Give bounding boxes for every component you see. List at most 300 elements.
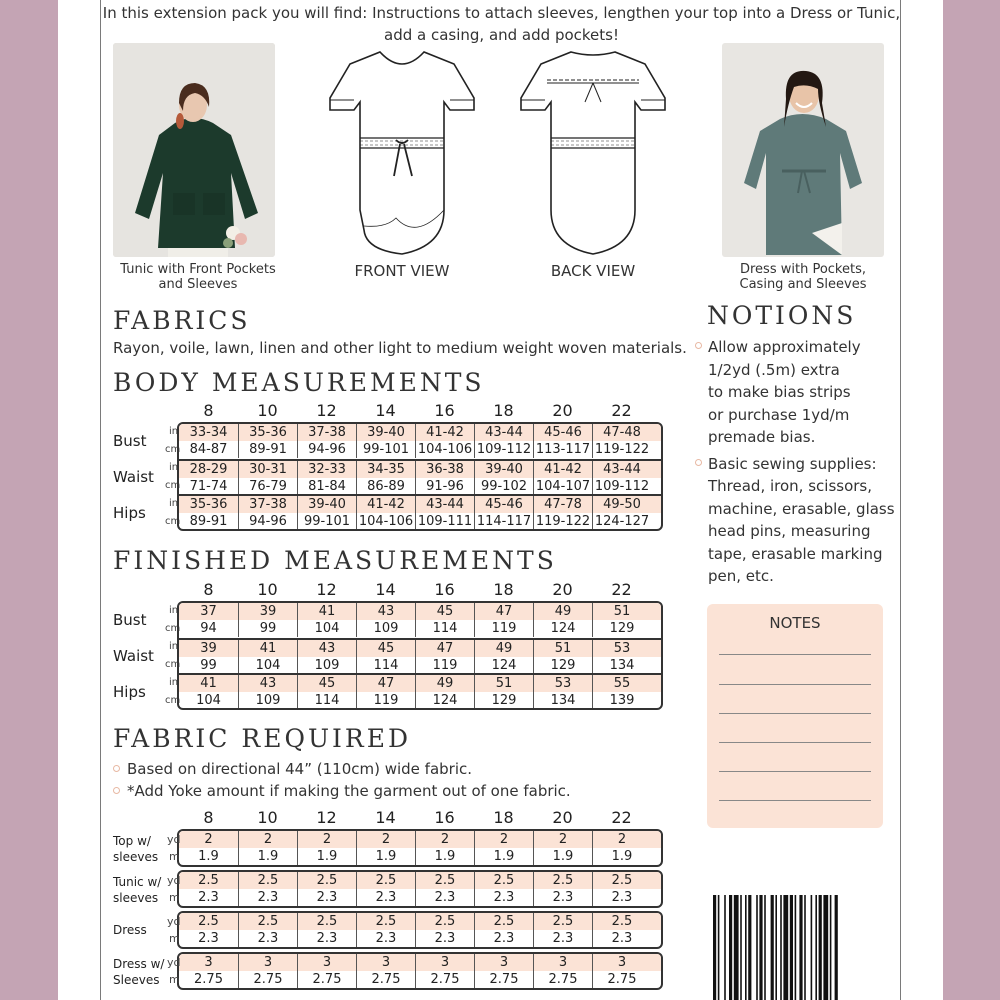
notion-line: machine, erasable, glass bbox=[708, 499, 895, 518]
cell-cm: 139 bbox=[592, 692, 651, 709]
cell-in: 45-46 bbox=[474, 496, 533, 513]
barcode-bar bbox=[823, 895, 828, 1000]
row-in bbox=[179, 496, 661, 513]
cell-cm: 89-91 bbox=[238, 441, 297, 458]
cell-yd: 2.5 bbox=[356, 913, 415, 930]
cell-cm: 104-106 bbox=[356, 513, 415, 530]
barcode-bar bbox=[819, 895, 822, 1000]
size-header: 20 bbox=[552, 808, 573, 827]
unit-label: cm bbox=[165, 516, 181, 527]
barcode-bar bbox=[713, 895, 716, 1000]
cell-cm: 109-112 bbox=[474, 441, 533, 458]
cell-cm: 99 bbox=[200, 658, 217, 673]
barcode-bar bbox=[771, 895, 774, 1000]
notion-line: pen, etc. bbox=[708, 567, 774, 585]
size-header: 16 bbox=[434, 401, 455, 420]
cell-m: 2.3 bbox=[592, 889, 651, 906]
cell-yd: 2.5 bbox=[238, 872, 297, 889]
body-measurements-heading: BODY MEASUREMENTS bbox=[113, 368, 485, 397]
fabric-row-label: Tunic w/ bbox=[113, 875, 162, 889]
cell-in: 36-38 bbox=[415, 461, 474, 478]
cell-cm: 124 bbox=[415, 692, 474, 709]
cell-cm: 134 bbox=[533, 692, 592, 709]
row-label: Bust bbox=[113, 611, 147, 629]
cell-in: 35-36 bbox=[238, 424, 297, 441]
cell-cm: 84-87 bbox=[189, 442, 228, 457]
notions-heading: NOTIONS bbox=[707, 301, 857, 330]
back-view-drawing bbox=[517, 50, 669, 258]
content-frame bbox=[100, 0, 901, 1000]
row-label: Waist bbox=[113, 468, 154, 486]
cell-yd: 2.5 bbox=[592, 872, 651, 889]
cell-yd: 2.5 bbox=[198, 914, 219, 929]
cell-m: 1.9 bbox=[238, 848, 297, 865]
cell-in: 49-50 bbox=[592, 496, 651, 513]
cell-m: 2.3 bbox=[474, 930, 533, 947]
cell-cm: 124 bbox=[533, 620, 592, 637]
cell-in: 41-42 bbox=[415, 424, 474, 441]
fabric-note-2 bbox=[113, 782, 571, 800]
cell-in: 37-38 bbox=[297, 424, 356, 441]
unit-label: cm bbox=[165, 659, 181, 670]
dress-caption-line-1: Dress with Pockets, bbox=[739, 262, 866, 277]
cell-yd: 2 bbox=[356, 831, 415, 848]
cell-cm: 71-74 bbox=[189, 479, 228, 494]
cell-yd: 2 bbox=[415, 831, 474, 848]
cell-cm: 114 bbox=[356, 657, 415, 674]
tunic-photo bbox=[113, 43, 275, 257]
cell-in: 49 bbox=[474, 640, 533, 657]
fabric-sizes-header bbox=[177, 808, 677, 828]
finished-sizes-header bbox=[177, 580, 677, 600]
cell-in: 39 bbox=[238, 603, 297, 620]
fabric-note-1 bbox=[113, 760, 472, 778]
size-header: 14 bbox=[375, 580, 396, 599]
row-label: Waist bbox=[113, 647, 154, 665]
cell-in: 45 bbox=[415, 603, 474, 620]
row-yd bbox=[179, 831, 661, 848]
row-m bbox=[179, 930, 661, 947]
cell-in: 41-42 bbox=[533, 461, 592, 478]
cell-in: 47 bbox=[356, 675, 415, 692]
cell-in: 55 bbox=[592, 675, 651, 692]
cell-cm: 109 bbox=[356, 620, 415, 637]
cell-m: 2.75 bbox=[356, 971, 415, 988]
row-in bbox=[179, 603, 661, 620]
cell-cm: 99-101 bbox=[297, 513, 356, 530]
cell-cm: 104 bbox=[238, 657, 297, 674]
fabric-row-label: Dress w/ bbox=[113, 957, 165, 971]
size-header: 12 bbox=[316, 580, 337, 599]
cell-in: 45-46 bbox=[533, 424, 592, 441]
cell-in: 47 bbox=[474, 603, 533, 620]
cell-yd: 2.5 bbox=[415, 913, 474, 930]
cell-in: 35-36 bbox=[189, 497, 228, 512]
cell-yd: 2 bbox=[297, 831, 356, 848]
cell-yd: 3 bbox=[533, 954, 592, 971]
barcode-bar bbox=[724, 895, 726, 1000]
tunic-caption-line-2: and Sleeves bbox=[158, 277, 238, 292]
notes-line bbox=[719, 713, 871, 714]
cell-in: 32-33 bbox=[297, 461, 356, 478]
unit-label: yd bbox=[167, 956, 181, 969]
row-m bbox=[179, 889, 661, 906]
row-label: Hips bbox=[113, 683, 146, 701]
size-header: 22 bbox=[611, 580, 632, 599]
cell-in: 41-42 bbox=[356, 496, 415, 513]
size-header: 10 bbox=[257, 580, 278, 599]
cell-yd: 2.5 bbox=[474, 872, 533, 889]
measurement-block bbox=[179, 673, 661, 708]
barcode bbox=[713, 895, 873, 1000]
cell-in: 51 bbox=[533, 640, 592, 657]
cell-cm: 109 bbox=[297, 657, 356, 674]
fabric-block bbox=[177, 911, 663, 949]
barcode-bar bbox=[759, 895, 762, 1000]
size-header: 20 bbox=[552, 401, 573, 420]
cell-in: 51 bbox=[474, 675, 533, 692]
cell-cm: 99-102 bbox=[474, 478, 533, 495]
row-in bbox=[179, 461, 661, 478]
unit-label: m bbox=[169, 850, 180, 863]
fabrics-heading: FABRICS bbox=[113, 306, 251, 335]
row-label: Bust bbox=[113, 432, 147, 450]
size-header: 22 bbox=[611, 401, 632, 420]
notion-line: Basic sewing supplies: bbox=[708, 454, 877, 473]
row-cm bbox=[179, 478, 661, 495]
cell-cm: 114-117 bbox=[474, 513, 533, 530]
fabric-note-2-text: *Add Yoke amount if making the garment out of one fabric. bbox=[127, 782, 571, 800]
size-header: 12 bbox=[316, 401, 337, 420]
cell-cm: 81-84 bbox=[297, 478, 356, 495]
cell-m: 2.3 bbox=[198, 890, 219, 905]
cell-m: 2.3 bbox=[356, 930, 415, 947]
cell-m: 2.3 bbox=[415, 930, 474, 947]
cell-in: 37 bbox=[200, 604, 217, 619]
barcode-bar bbox=[748, 895, 751, 1000]
measurement-block bbox=[179, 424, 661, 459]
barcode-bar bbox=[740, 895, 742, 1000]
cell-cm: 89-91 bbox=[189, 514, 228, 529]
cell-yd: 3 bbox=[415, 954, 474, 971]
fabric-block bbox=[177, 829, 663, 867]
notion-line: premade bias. bbox=[708, 428, 816, 446]
dress-caption bbox=[713, 262, 893, 292]
cell-cm: 134 bbox=[592, 657, 651, 674]
cell-yd: 2.5 bbox=[297, 913, 356, 930]
cell-cm: 104 bbox=[196, 693, 221, 708]
size-header: 16 bbox=[434, 580, 455, 599]
cell-cm: 91-96 bbox=[415, 478, 474, 495]
cell-cm: 124-127 bbox=[592, 513, 651, 530]
row-in bbox=[179, 424, 661, 441]
notion-line: Allow approximately bbox=[708, 338, 861, 356]
cell-in: 39-40 bbox=[356, 424, 415, 441]
cell-in: 39-40 bbox=[474, 461, 533, 478]
cell-in: 39 bbox=[200, 641, 217, 656]
size-header: 8 bbox=[203, 401, 214, 420]
unit-label: yd bbox=[167, 874, 181, 887]
barcode-bar bbox=[756, 895, 758, 1000]
cell-yd: 2.5 bbox=[533, 913, 592, 930]
unit-label: cm bbox=[165, 695, 181, 706]
size-header: 22 bbox=[611, 808, 632, 827]
fabric-row-label: Top w/ bbox=[113, 834, 151, 848]
cell-cm: 99-101 bbox=[356, 441, 415, 458]
notes-title: NOTES bbox=[769, 614, 821, 632]
intro-line-2: add a casing, and add pockets! bbox=[384, 26, 619, 44]
unit-label: cm bbox=[165, 444, 181, 455]
cell-in: 49 bbox=[533, 603, 592, 620]
row-yd bbox=[179, 872, 661, 889]
row-cm bbox=[179, 657, 661, 674]
row-yd bbox=[179, 913, 661, 930]
notion-line: Thread, iron, scissors, bbox=[708, 477, 872, 495]
cell-m: 1.9 bbox=[356, 848, 415, 865]
cell-yd: 2 bbox=[204, 832, 213, 847]
bullet-icon bbox=[113, 787, 120, 794]
unit-label: in bbox=[169, 498, 179, 509]
row-cm bbox=[179, 441, 661, 458]
bullet-icon bbox=[695, 342, 702, 349]
measurement-block bbox=[179, 638, 661, 673]
cell-m: 2.75 bbox=[297, 971, 356, 988]
notes-line bbox=[719, 742, 871, 743]
fabric-row-label: Sleeves bbox=[113, 973, 160, 987]
cell-cm: 109-112 bbox=[592, 478, 651, 495]
cell-cm: 119-122 bbox=[533, 513, 592, 530]
barcode-bar bbox=[811, 895, 813, 1000]
unit-label: cm bbox=[165, 480, 181, 491]
dress-caption-line-2: Casing and Sleeves bbox=[739, 277, 867, 292]
barcode-bar bbox=[795, 895, 797, 1000]
cell-yd: 2.5 bbox=[238, 913, 297, 930]
cell-m: 2.3 bbox=[474, 889, 533, 906]
cell-yd: 3 bbox=[356, 954, 415, 971]
notes-line bbox=[719, 654, 871, 655]
cell-in: 43-44 bbox=[415, 496, 474, 513]
cell-cm: 104-106 bbox=[415, 441, 474, 458]
body-sizes-header bbox=[177, 401, 677, 421]
notes-line bbox=[719, 771, 871, 772]
notion-line: 1/2yd (.5m) extra bbox=[708, 360, 840, 379]
cell-in: 41 bbox=[297, 603, 356, 620]
row-cm bbox=[179, 692, 661, 709]
unit-label: m bbox=[169, 891, 180, 904]
unit-label: in bbox=[169, 462, 179, 473]
tunic-caption bbox=[113, 262, 283, 292]
cell-m: 1.9 bbox=[297, 848, 356, 865]
size-header: 10 bbox=[257, 401, 278, 420]
cell-cm: 109 bbox=[238, 692, 297, 709]
size-header: 8 bbox=[203, 580, 214, 599]
size-header: 8 bbox=[203, 808, 214, 827]
barcode-bar bbox=[804, 895, 806, 1000]
tunic-caption-line-1: Tunic with Front Pockets bbox=[120, 262, 276, 277]
row-m bbox=[179, 971, 661, 988]
cell-cm: 114 bbox=[297, 692, 356, 709]
front-view-label: FRONT VIEW bbox=[354, 262, 450, 280]
fabric-block bbox=[177, 952, 663, 990]
cell-in: 41 bbox=[200, 676, 217, 691]
cell-yd: 3 bbox=[474, 954, 533, 971]
cell-in: 45 bbox=[356, 640, 415, 657]
cell-yd: 2.5 bbox=[533, 872, 592, 889]
measurement-block bbox=[179, 494, 661, 529]
notes-box bbox=[707, 604, 883, 828]
cell-yd: 2 bbox=[474, 831, 533, 848]
size-header: 12 bbox=[316, 808, 337, 827]
cell-cm: 104-107 bbox=[533, 478, 592, 495]
unit-label: yd bbox=[167, 915, 181, 928]
size-header: 18 bbox=[493, 580, 514, 599]
barcode-bar bbox=[790, 895, 793, 1000]
unit-label: in bbox=[169, 641, 179, 652]
front-view-drawing bbox=[326, 50, 478, 258]
cell-in: 43-44 bbox=[474, 424, 533, 441]
unit-label: in bbox=[169, 426, 179, 437]
cell-in: 43 bbox=[297, 640, 356, 657]
cell-yd: 3 bbox=[297, 954, 356, 971]
cell-yd: 3 bbox=[592, 954, 651, 971]
barcode-bar bbox=[729, 895, 732, 1000]
pattern-back-page bbox=[58, 0, 943, 1000]
cell-cm: 94-96 bbox=[297, 441, 356, 458]
row-yd bbox=[179, 954, 661, 971]
row-cm bbox=[179, 513, 661, 530]
cell-cm: 119 bbox=[356, 692, 415, 709]
barcode-bar bbox=[734, 895, 739, 1000]
cell-cm: 114 bbox=[415, 620, 474, 637]
cell-in: 47 bbox=[415, 640, 474, 657]
bullet-icon bbox=[113, 765, 120, 772]
cell-in: 53 bbox=[533, 675, 592, 692]
size-header: 20 bbox=[552, 580, 573, 599]
cell-in: 41 bbox=[238, 640, 297, 657]
row-cm bbox=[179, 620, 661, 637]
barcode-bar bbox=[815, 895, 817, 1000]
cell-m: 1.9 bbox=[533, 848, 592, 865]
cell-in: 39-40 bbox=[297, 496, 356, 513]
intro-text bbox=[101, 2, 902, 46]
cell-m: 1.9 bbox=[592, 848, 651, 865]
fabric-note-1-text: Based on directional 44” (110cm) wide fabric. bbox=[127, 760, 473, 778]
notion-line: to make bias strips bbox=[708, 383, 851, 401]
cell-m: 1.9 bbox=[415, 848, 474, 865]
cell-cm: 94-96 bbox=[238, 513, 297, 530]
cell-m: 2.3 bbox=[356, 889, 415, 906]
barcode-bar bbox=[745, 895, 747, 1000]
dress-photo bbox=[722, 43, 884, 257]
cell-yd: 2.5 bbox=[592, 913, 651, 930]
cell-m: 2.75 bbox=[238, 971, 297, 988]
cell-cm: 104 bbox=[297, 620, 356, 637]
cell-cm: 113-117 bbox=[533, 441, 592, 458]
fabrics-text: Rayon, voile, lawn, linen and other light to medium weight woven materials. bbox=[113, 339, 687, 357]
notes-line bbox=[719, 684, 871, 685]
cell-in: 37-38 bbox=[238, 496, 297, 513]
row-m bbox=[179, 848, 661, 865]
cell-in: 33-34 bbox=[189, 425, 228, 440]
fabric-row-label: Dress bbox=[113, 923, 147, 937]
barcode-bar bbox=[830, 895, 832, 1000]
cell-m: 2.75 bbox=[592, 971, 651, 988]
fabric-block bbox=[177, 870, 663, 908]
cell-m: 1.9 bbox=[198, 849, 219, 864]
cell-cm: 94 bbox=[200, 621, 217, 636]
cell-yd: 3 bbox=[204, 955, 213, 970]
unit-label: in bbox=[169, 605, 179, 616]
size-header: 14 bbox=[375, 401, 396, 420]
cell-cm: 99 bbox=[238, 620, 297, 637]
unit-label: m bbox=[169, 932, 180, 945]
size-header: 18 bbox=[493, 401, 514, 420]
size-header: 14 bbox=[375, 808, 396, 827]
cell-in: 28-29 bbox=[189, 462, 228, 477]
cell-in: 53 bbox=[592, 640, 651, 657]
cell-in: 51 bbox=[592, 603, 651, 620]
cell-yd: 2 bbox=[238, 831, 297, 848]
cell-m: 2.3 bbox=[238, 930, 297, 947]
unit-label: m bbox=[169, 973, 180, 986]
cell-in: 43 bbox=[356, 603, 415, 620]
cell-m: 2.3 bbox=[297, 889, 356, 906]
size-header: 10 bbox=[257, 808, 278, 827]
fabric-row-label: sleeves bbox=[113, 891, 159, 905]
cell-cm: 119-122 bbox=[592, 441, 651, 458]
intro-line-1: In this extension pack you will find: Instructions to attach sleeves, lengthen your top into a Dress or Tunic, bbox=[102, 4, 901, 22]
cell-m: 1.9 bbox=[474, 848, 533, 865]
cell-m: 2.3 bbox=[198, 931, 219, 946]
measurement-block bbox=[179, 459, 661, 494]
finished-measurements-heading: FINISHED MEASUREMENTS bbox=[113, 546, 557, 575]
cell-m: 2.3 bbox=[415, 889, 474, 906]
cell-in: 30-31 bbox=[238, 461, 297, 478]
size-header: 18 bbox=[493, 808, 514, 827]
cell-in: 43-44 bbox=[592, 461, 651, 478]
cell-cm: 119 bbox=[474, 620, 533, 637]
cell-m: 2.75 bbox=[194, 972, 223, 987]
back-view-label: BACK VIEW bbox=[550, 262, 636, 280]
fabric-required-heading: FABRIC REQUIRED bbox=[113, 724, 412, 753]
cell-yd: 2 bbox=[533, 831, 592, 848]
cell-in: 47-48 bbox=[592, 424, 651, 441]
cell-yd: 2 bbox=[592, 831, 651, 848]
cell-m: 2.75 bbox=[474, 971, 533, 988]
cell-cm: 129 bbox=[474, 692, 533, 709]
cell-yd: 2.5 bbox=[474, 913, 533, 930]
barcode-bar bbox=[783, 895, 788, 1000]
notion-line: tape, erasable marking bbox=[708, 544, 883, 563]
finished-measurements-table bbox=[177, 601, 663, 710]
row-in bbox=[179, 640, 661, 657]
cell-in: 47-78 bbox=[533, 496, 592, 513]
cell-m: 2.75 bbox=[415, 971, 474, 988]
notes-line bbox=[719, 800, 871, 801]
fabric-row-label: sleeves bbox=[113, 850, 159, 864]
cell-yd: 3 bbox=[238, 954, 297, 971]
cell-m: 2.3 bbox=[592, 930, 651, 947]
cell-m: 2.3 bbox=[533, 930, 592, 947]
barcode-bar bbox=[799, 895, 802, 1000]
barcode-bar bbox=[764, 895, 766, 1000]
cell-cm: 119 bbox=[415, 657, 474, 674]
cell-cm: 129 bbox=[533, 657, 592, 674]
cell-cm: 129 bbox=[592, 620, 651, 637]
cell-m: 2.3 bbox=[533, 889, 592, 906]
row-label: Hips bbox=[113, 504, 146, 522]
cell-cm: 109-111 bbox=[415, 513, 474, 530]
